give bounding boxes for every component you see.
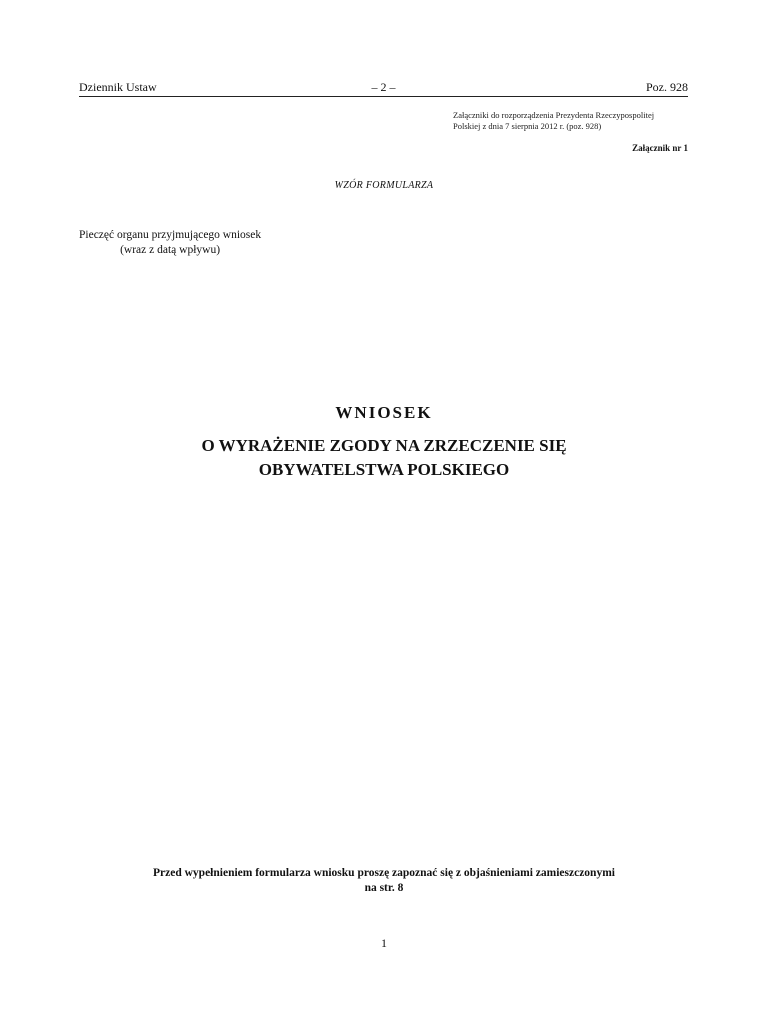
title-subtitle [0,434,768,482]
page-number: 1 [381,936,387,950]
instruction-line-2: na str. 8 [364,882,404,894]
instruction-note [0,866,768,896]
page-header [79,80,688,97]
annex-note-line-1: Załączniki do rozporządzenia Prezydenta Rzeczypospolitej [453,110,655,120]
instruction-line-1: Przed wypełnieniem formularza wniosku proszę zapoznać się z objaśnieniami zamieszczonymi [153,867,615,879]
title-subtitle-line-1: O WYRAŻENIE ZGODY NA ZRZECZENIE SIĘ [201,436,567,455]
document-title [0,402,768,482]
header-page-indicator: – 2 – [371,80,396,94]
stamp-area [79,228,261,258]
annex-reference-note [453,110,693,132]
form-template-label: WZÓR FORMULARZA [334,180,434,191]
title-subtitle-line-2: OBYWATELSTWA POLSKIEGO [258,460,510,479]
position-number: Poz. 928 [646,80,688,94]
stamp-label-line-2: (wraz z datą wpływu) [120,244,221,256]
title-main: WNIOSEK [335,403,433,422]
annex-note-line-2: Polskiej z dnia 7 sierpnia 2012 r. (poz. 928) [453,121,602,131]
stamp-label-line-1: Pieczęć organu przyjmującego wniosek [79,229,262,241]
journal-name: Dziennik Ustaw [79,80,157,94]
annex-number: Załącznik nr 1 [632,143,688,153]
